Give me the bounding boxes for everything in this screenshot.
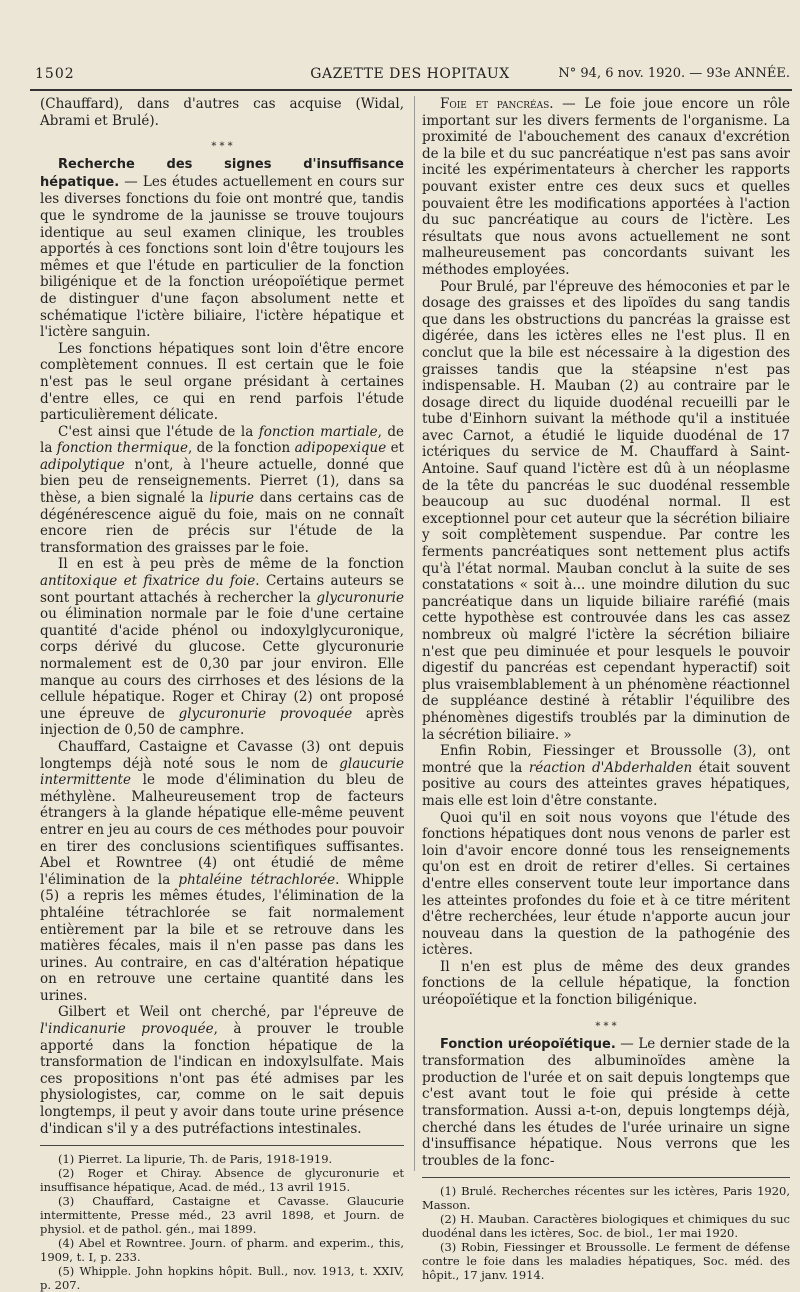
italic-term: adipopexique (294, 440, 387, 457)
text: Chauffard, Castaigne et Cavasse (3) ont depuis longtemps déjà noté sous le nom de (40, 738, 404, 772)
paragraph (422, 743, 790, 809)
right-column (422, 96, 790, 1282)
italic-term: fonction thermique (56, 440, 188, 457)
text: , de la fonction (188, 440, 295, 457)
text: n'ont, à l'heure actuelle, donné que bien peu de renseignements. Pierret (1), dans sa thèse, a bien signalé la (40, 456, 404, 507)
italic-term: glaucurie intermittente (40, 755, 404, 789)
italic-term: glycuronurie (316, 589, 404, 606)
footnote: (5) Whipple. John hopkins hôpit. Bull., nov. 1913, t. XXIV, p. 207. (40, 1264, 404, 1292)
footnote: (3) Robin, Fiessinger et Broussolle. Le ferment de défense contre le foie dans les maladies hépatiques, Soc. méd. des hôpit., 17 janv. 1914. (422, 1240, 790, 1283)
footnote: (1) Brulé. Recherches récentes sur les ictères, Paris 1920, Masson. (422, 1184, 790, 1213)
text: et (386, 440, 404, 457)
paragraph (422, 96, 790, 279)
footnote: (1) Pierret. La lipurie, Th. de Paris, 1918-1919. (58, 1152, 333, 1167)
footnote-rule (422, 1177, 790, 1178)
text: C'est ainsi que l'étude de la (58, 423, 259, 440)
paragraph-text: — Le dernier stade de la transformation des albuminoïdes amène la production de l'urée et on sait depuis longtemps que c'est avant tout le foie qui préside à cette transformation. Aussi a-t-on, depuis longtemps déjà, cherché dans les études de l'urée urinaire un signe d'insuffisance hépatique. Nous verrons que les troubles de la fonc- (422, 1035, 790, 1169)
footnote: (4) Abel et Rowntree. Journ. of pharm. and experim., this, 1909, t. I, p. 233. (40, 1236, 404, 1265)
footnote: (2) Roger et Chiray. Absence de glycuronurie et insuffisance hépatique, Acad. de méd., 13 avril 1915. (40, 1166, 404, 1195)
column-divider (414, 96, 415, 1171)
section-heading: Fonction uréopoïétique. (440, 1036, 616, 1052)
italic-term: l'indicanurie provoquée (40, 1021, 214, 1038)
issue-info: N° 94, 6 nov. 1920. — 93e ANNÉE. (558, 66, 790, 81)
journal-title: GAZETTE DES HOPITAUX (310, 66, 510, 82)
italic-term: adipolytique (40, 456, 125, 473)
left-column (40, 96, 404, 1292)
text: Il en est à peu près de même de la fonction (58, 556, 404, 573)
text: Enfin Robin, Fiessinger et Broussolle (3), ont montré que la (422, 743, 790, 776)
footnote: (2) H. Mauban. Caractères biologiques et chimiques du suc duodénal dans les ictères, Soc. de biol., 1er mai 1920. (422, 1212, 790, 1241)
paragraph (40, 1004, 404, 1137)
paragraph (40, 739, 404, 1005)
text: dans certains cas de dégénérescence aiguë du foie, mais on ne connaît encore rien de précis sur l'étude de la transformation des graisses par le foie. (40, 490, 404, 556)
text: le mode d'élimination du bleu de méthylène. Malheureusement trop de facteurs étrangers à la glande hépatique elle-même peuvent entrer en jeu au cours de ces méthodes pour pouvoir en tirer des conclusions scientifiques suffisantes. Abel et Rowntree (4) ont étudié de même l'élimination de la (40, 772, 404, 888)
paragraph (40, 156, 404, 341)
italic-term: antitoxique et fixatrice du foie (40, 573, 256, 590)
text: , de la (40, 423, 405, 457)
paragraph: (Chauffard), dans d'autres cas acquise (Widal, Abrami et Brulé). (40, 96, 404, 129)
paragraph (422, 1036, 790, 1170)
paragraph: Il n'en est plus de même des deux grandes fonctions de la cellule hépatique, la fonction uréopoïétique et la fonction biligénique. (422, 958, 790, 1009)
section-separator: * * * (211, 141, 233, 153)
text: Gilbert et Weil ont cherché, par l'épreuve de (58, 1004, 404, 1021)
header-rule (30, 89, 792, 91)
text: ou élimination normale par le foie d'une certaine quantité d'acide phénol ou indoxylglycuronique, corps dérivé du glucose. Cette glycuronurie normalement est de 0,30 par jour environ. Elle manque au cours des cirrhoses et des lésions de la cellule hépatique. Roger et Chiray (2) ont proposé une épreuve de (40, 606, 404, 722)
text: . Whipple (5) a repris les mêmes études, l'élimination de la phtaléine tétrachlorée se fait normalement entièrement par la bile et se retrouve dans les matières fécales, mais il n'en passe pas dans les urines. Au contraire, en cas d'altération hépatique on en retrouve une certaine quantité dans les urines. (40, 871, 405, 1004)
paragraph: Pour Brulé, par l'épreuve des hémoconies et par le dosage des graisses et des lipoïdes du sang tandis que dans les obstructions du pancréas la graisse est digérée, dans les ictères elles ne l'est plus. Il en conclut que la bile est nécessaire à la digestion des graisses tandis que la stéapsine n'est pas indispensable. H. Mauban (2) au contraire par le dosage direct du liquide duodénal recueilli par le tube d'Einhorn suivant la méthode qu'il a instituée avec Carnot, a étudié le liquide duodénal de 17 ictériques du service de M. Chauffard à Saint-Antoine. Sauf quand l'ictère est dû à un néoplasme de la tête du pancréas le suc duodénal ressemble beaucoup au suc duodénal normal. Il est exceptionnel pour cet auteur que la sécrétion biliaire y soit complètement suspendue. Par contre les ferments pancréatiques sont nettement plus actifs qu'à l'état normal. Mauban conclut à la suite de ses constatations « soit à... une moindre dilution du suc pancréatique dans un liquide biliaire raréfié (mais cette hypothèse est controuvée dans les cas assez nombreux où malgré l'ictère la sécrétion biliaire n'est que peu diminuée et pour lesquels le pouvoir digestif du pancréas est cependant hyperactif) soit plus vraisemblablement à un phénomène réactionnel de suppléance destiné à rétablir l'équilibre des phénomènes digestifs troublés par la diminution de la sécrétion biliaire. » (422, 278, 790, 743)
footnotes (40, 1145, 404, 1292)
italic-term: lipurie (209, 490, 254, 507)
paragraph: Les fonctions hépatiques sont loin d'être encore complètement connues. Il est certain que le foie n'est pas le seul organe présidant à certaines d'entre elles, ce qui en rend parfois l'étude particulièrement délicate. (40, 340, 404, 424)
section-heading: Foie et pancréas. (440, 96, 554, 112)
italic-term: fonction martiale (258, 423, 378, 440)
text: , à prouver le trouble apporté dans la fonction hépatique de la transformation de l'indican en indoxylsulfate. Mais ces propositions n'ont pas été admises par les physiologistes, car, comme on le sait depuis longtemps, il peut y avoir dans toute urine présence d'indican s'il y a des putréfactions intestinales. (40, 1021, 405, 1137)
text: après injection de 0,50 de camphre. (40, 705, 404, 739)
section-separator: * * * (595, 1020, 617, 1032)
running-header (30, 66, 790, 88)
paragraph-text: — Le foie joue encore un rôle important sur les divers ferments de l'organisme. La proximité de l'abouchement des canaux d'excrétion de la bile et du suc pancréatique n'est pas sans avoir incité les expérimentateurs à chercher les rapports pouvant exister entre ces deux sucs et quelles pouvaient être les modifications apportées à l'action du suc pancréatique au cours de l'ictère. Les résultats que nous avons actuellement ne sont malheureusement pas concordants suivant les méthodes employées. (422, 96, 790, 278)
section-heading: Recherche des signes d'insuffisance hépatique. (40, 157, 404, 190)
footnotes (422, 1177, 790, 1282)
page-number: 1502 (35, 66, 75, 82)
italic-term: phtaléine tétrachlorée (178, 871, 336, 888)
paragraph-text: — Les études actuellement en cours sur les diverses fonctions du foie ont montré que, tandis que le syndrome de la jaunisse se trouve toujours identique au seul examen clinique, les troubles apportés à ces fonctions sont loin d'être toujours les mêmes et que l'étude en particulier de la fonction biligénique et de la fonction uréopoïétique permet de distinguer d'une façon absolument nette et schématique l'ictère biliaire, l'ictère hépatique et l'ictère sanguin. (40, 173, 404, 341)
italic-term: réaction d'Abderhalden (528, 759, 693, 776)
paragraph (40, 556, 404, 739)
italic-term: glycuronurie provoquée (178, 705, 353, 722)
text: . Certains auteurs se sont pourtant attachés à rechercher la (40, 573, 404, 606)
footnote: (3) Chauffard, Castaigne et Cavasse. Glaucurie intermittente, Presse méd., 23 avril 1898, et Journ. de physiol. et de pathol. gén., mai 1899. (40, 1194, 404, 1237)
paragraph (40, 424, 404, 557)
footnote-rule (40, 1145, 404, 1146)
paragraph: Quoi qu'il en soit nous voyons que l'étude des fonctions hépatiques dont nous venons de parler est loin d'avoir encore donné tous les renseignements qu'on est en droit de retirer d'elles. Si certaines d'entre elles conservent toute leur importance dans les atteintes profondes du foie et à ce titre méritent d'être recherchées, leur étude n'apporte aucun jour nouveau dans la question de la pathogénie des ictères. (422, 809, 790, 959)
text: était souvent positive au cours des atteintes graves hépatiques, mais elle est loin d'être constante. (422, 759, 791, 809)
